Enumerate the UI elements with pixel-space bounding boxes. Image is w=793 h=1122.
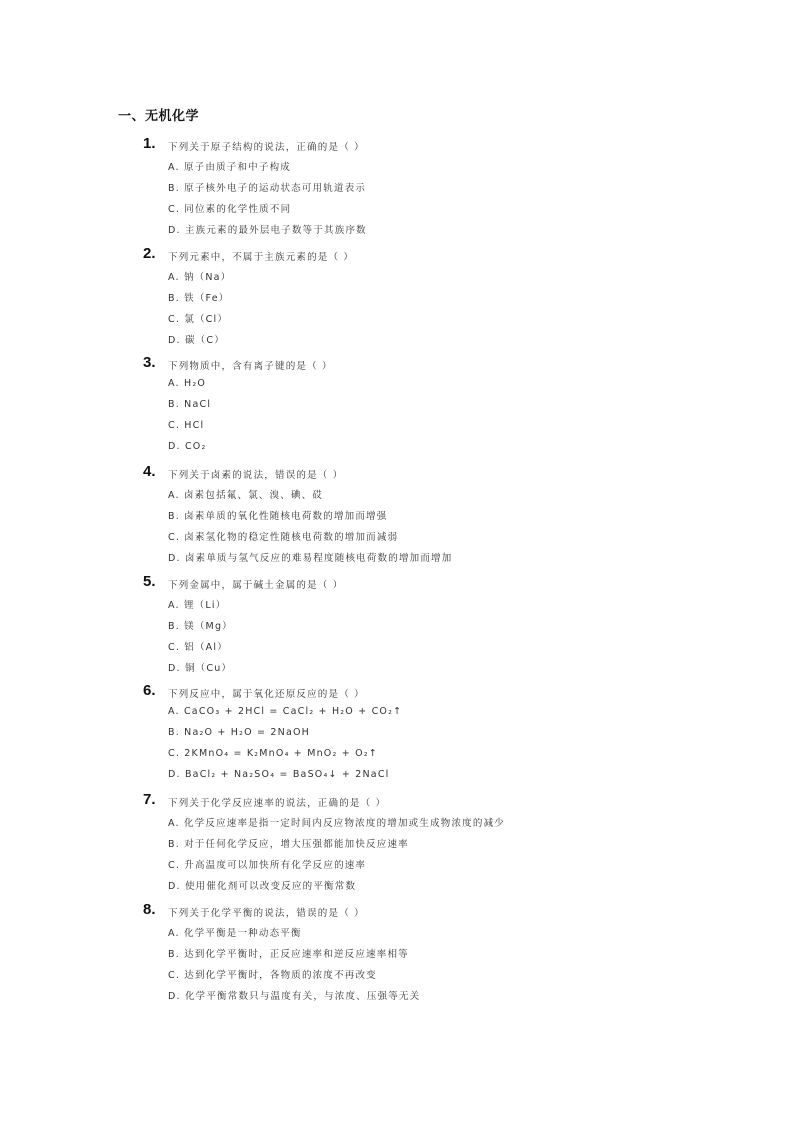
question-stem: 下列关于化学平衡的说法，错误的是（ ）: [168, 908, 365, 919]
question-stem: 下列元素中，不属于主族元素的是（ ）: [168, 252, 355, 263]
question-number: 2.: [143, 245, 156, 262]
option-b: B. 原子核外电子的运动状态可用轨道表示: [168, 183, 367, 194]
option-a: A. 卤素包括氟、氯、溴、碘、砹: [168, 490, 324, 501]
option-a: A. 原子由质子和中子构成: [168, 162, 291, 173]
option-a: A. 化学平衡是一种动态平衡: [168, 928, 302, 939]
option-b: B. NaCl: [168, 399, 212, 410]
option-c: C. 达到化学平衡时，各物质的浓度不再改变: [168, 970, 377, 981]
question-stem: 下列关于原子结构的说法，正确的是（ ）: [168, 142, 365, 153]
option-c: C. 氯（Cl）: [168, 314, 229, 325]
option-d: D. 化学平衡常数只与温度有关，与浓度、压强等无关: [168, 991, 421, 1002]
option-b: B. Na₂O + H₂O = 2NaOH: [168, 727, 310, 738]
option-b: B. 镁（Mg）: [168, 621, 233, 632]
option-c: C. 卤素氢化物的稳定性随核电荷数的增加而减弱: [168, 532, 399, 543]
option-d: D. BaCl₂ + Na₂SO₄ = BaSO₄↓ + 2NaCl: [168, 769, 390, 780]
question-stem: 下列物质中，含有离子键的是（ ）: [168, 361, 333, 372]
section-title: 一、无机化学: [118, 109, 200, 124]
option-b: B. 卤素单质的氧化性随核电荷数的增加而增强: [168, 511, 388, 522]
option-a: A. 化学反应速率是指一定时间内反应物浓度的增加或生成物浓度的减少: [168, 818, 505, 829]
question-stem: 下列反应中，属于氧化还原反应的是（ ）: [168, 689, 365, 700]
question-stem: 下列关于卤素的说法，错误的是（ ）: [168, 470, 344, 481]
option-c: C. 升高温度可以加快所有化学反应的速率: [168, 860, 367, 871]
option-c: C. 同位素的化学性质不同: [168, 204, 292, 215]
question-number: 7.: [143, 791, 156, 808]
option-b: B. 对于任何化学反应，增大压强都能加快反应速率: [168, 839, 409, 850]
option-b: B. 铁（Fe）: [168, 293, 230, 304]
option-c: C. 铝（Al）: [168, 642, 228, 653]
question-number: 4.: [143, 463, 156, 480]
option-d: D. CO₂: [168, 441, 207, 452]
option-b: B. 达到化学平衡时，正反应速率和逆反应速率相等: [168, 949, 409, 960]
option-a: A. CaCO₃ + 2HCl = CaCl₂ + H₂O + CO₂↑: [168, 706, 403, 717]
option-d: D. 主族元素的最外层电子数等于其族序数: [168, 225, 367, 236]
question-number: 6.: [143, 682, 156, 699]
question-stem: 下列关于化学反应速率的说法，正确的是（ ）: [168, 798, 387, 809]
question-stem: 下列金属中，属于碱土金属的是（ ）: [168, 580, 344, 591]
option-d: D. 铜（Cu）: [168, 663, 233, 674]
question-number: 5.: [143, 573, 156, 590]
option-a: A. 锂（Li）: [168, 600, 227, 611]
option-a: A. H₂O: [168, 378, 207, 389]
option-d: D. 使用催化剂可以改变反应的平衡常数: [168, 881, 357, 892]
question-number: 3.: [143, 354, 156, 371]
option-c: C. HCl: [168, 420, 205, 431]
question-number: 8.: [143, 901, 156, 918]
question-number: 1.: [143, 135, 156, 152]
option-d: D. 卤素单质与氢气反应的难易程度随核电荷数的增加而增加: [168, 553, 453, 564]
option-c: C. 2KMnO₄ = K₂MnO₄ + MnO₂ + O₂↑: [168, 748, 378, 759]
option-d: D. 碳（C）: [168, 335, 225, 346]
option-a: A. 钠（Na）: [168, 272, 232, 283]
